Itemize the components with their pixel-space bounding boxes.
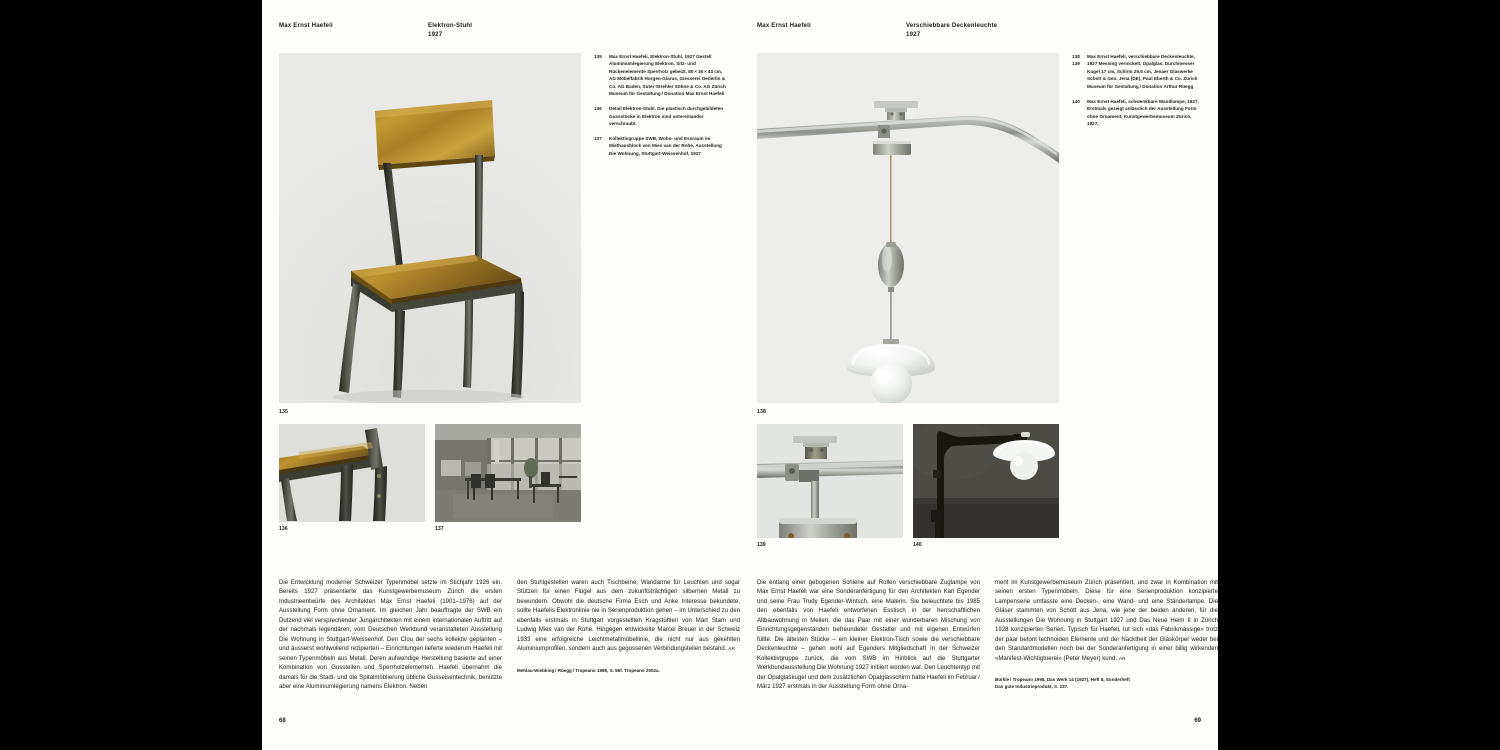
figure-136-number: 136 [279,525,288,532]
right-page [740,0,1218,750]
caption-138-139 [1072,53,1204,90]
interior-photo [435,424,581,522]
left-body-col2-text [517,579,740,655]
chair-detail-illustration [279,424,425,522]
right-running-head-title [906,22,997,40]
left-page [262,0,740,750]
right-hero-fignum: 138 [757,409,766,415]
caption-number-139: 139 [1072,61,1080,67]
figure-140 [913,424,1059,548]
caption-137-text: Kollektivgruppe SWB, Wohn- und Essraum im Miethausblock von Mies van der Rohe, Ausstellung Die Wohnung, Stuttgart-Weissenhof, 1927 [609,135,722,156]
caption-140-number: 140 [1072,98,1080,104]
figure-137-number: 137 [435,525,444,532]
right-citation-line-1: Bürkle / Tropeano 1995. Das Werk 14 (1927), Heft 8, Sonderheft [995,677,1130,683]
left-body-text [279,579,740,692]
figure-137 [435,424,581,532]
wall-lamp-photo [913,424,1059,538]
left-body-col2-initials: AR [728,646,736,652]
caption-number-138: 138 [1072,54,1080,59]
caption-136-number: 136 [594,106,602,112]
left-hero-fignum: 135 [279,409,288,415]
left-body-column-1 [279,579,502,692]
caption-137 [594,135,726,157]
chair-detail-photo [279,424,425,522]
right-citation [995,677,1218,691]
caption-135-text: Max Ernst Haefeli, Elektron-Stuhl, 1927 Gestell Aluminiumlegierung Elektron, Sitz- und Rückenelemente Sperrholz gebeizt, 80 × 36 × 43 cm, AG Möbelfabrik Horgen-Glarus, Giesserei Oederlin & Co. AG Baden, Suter-Strehler Söhne & Co. AG Zürich Museum für Gestaltung / Donation Max Ernst Haefeli [609,54,726,97]
right-running-head-author: Max Ernst Haefeli [757,22,811,29]
right-body-col2-initials: AR [1118,655,1126,661]
figure-140-number: 140 [913,541,922,548]
elektron-chair-photo [279,53,581,403]
right-body-text [757,579,1218,692]
left-page-number: 68 [279,718,286,724]
caption-140 [1072,98,1204,128]
interior-illustration [435,424,581,522]
caption-138-139-text: Max Ernst Haefeli, verschiebbare Deckenleuchte, 1927 Messing vernickelt, Opalglas, Durchmesser Kugel 17 cm, Schirm 29,6 cm, Jenaer Glaswerke Schott & Gen. Jena (DE), Paul Eberth & Co. Zürich Museum für Gestaltung / Donation Arthur Rüegg [1087,54,1198,89]
lamp-illustration [757,53,1059,403]
right-body-column-1 [757,579,980,692]
figure-139 [757,424,903,548]
lamp-carriage-detail-photo [757,424,903,538]
caption-136 [594,105,726,127]
right-body-column-2 [995,579,1218,692]
carriage-detail-illustration [757,424,903,538]
left-running-head-title-text: Elektron-Stuhl [428,22,473,29]
right-running-head-year: 1927 [906,30,921,38]
left-body-col2-main: den Stuhlgestellen waren auch Tischbeine, Wandarme für Leuchten und sogar Stützen für einen Flügel aus dem zukunftsträchtigen silbernen Metall zu bewundern. Obwohl die deutsche Firma Esch und Anke Interesse bekundete, sollte Haefelis Elektronlinie nie in Serienproduktion gehen – im Unterschied zu den ebenfalls erstmals in Stuttgart vorgestellten Kragstühlen von Mart Stam und Ludwig Mies van der Rohe. Hingegen entwickelte Marcel Breuer in der Schweiz 1933 eine erfolgreiche Leichtmetallmöbellinie, die nicht nur aus gekehlten Aluminiumprofilen, sondern auch aus gegossenen Verbindungsteilen bestand. [517,580,740,653]
left-secondary-images [279,424,581,532]
right-body-col1-text: Die entlang einer gebogenen Schiene auf Rollen verschiebbare Zuglampe von Max Ernst Haefeli war eine Sonderanfertigung für den Architekten Karl Egender und seine Frau Trudy Egender-Wintsch, eine Malerin. Sie beleuchtete bis 1985 den ebenfalls von Haefeli entworfenen Esstisch in der herrschaftlichen Altbauwohnung in Meilen, die das Paar mit einer wunderbaren Mischung von Einrichtungsgegenständen befreundeter Gestalter und mit eigenen Entwürfen füllte. Die ältesten Stücke – ein kleiner Elektron-Tisch sowie die verschiebbare Deckenleuchte – gehen wohl auf Egenders Mitgliedschaft in der Schweizer Kollektivgruppe zurück, die vom SWB im Hinblick auf die Stuttgarter Werkbundausstellung Die Wohnung 1927 initiiert worden war. Den Leuchtentyp mit der Opalglaskugel und dem zusätzlichen Opalglasschirm hatte Haefeli im Februar / März 1927 erstmals in der Ausstellung Form ohne Orna- [757,580,980,690]
right-caption-column [1072,53,1204,135]
wall-lamp-illustration [913,424,1059,538]
left-running-head-title [428,22,472,40]
right-citation-line-2: Das gute Industrieprodukt, S. 237. [995,684,1069,690]
caption-135-number: 135 [594,54,602,59]
caption-138-139-numbers [1072,53,1087,90]
left-citation: Mehlau-Wiebking / Rüegg / Tropeano 1989, S. 56f. Tropeano 2002a. [517,667,660,673]
right-body-col2-text [995,579,1218,664]
caption-135 [594,53,726,98]
right-page-number: 69 [1194,718,1201,724]
right-running-head-title-text: Verschiebbare Deckenleuchte [906,22,998,29]
right-body-col2-main: ment im Kunstgewerbemuseum Zürich präsentiert, und zwar in Kombination mit seinen ersten Typenmöbeln. Diese für eine Serienproduktion konzipierte Lampenserie umfasste eine Decken-, eine Wand- und eine Ständerlampe. Die Gläser stammten von Schott aus Jena, wie jene der beiden anderen, für die Ausstellungen Die Wohnung in Stuttgart 1927 und Das Neue Heim II in Zürich 1928 konzipierten Serien. Typisch für Haefeli, tut sich «das Fabrikmässige» trotz der paar betont technoiden Elemente und der Nacktheit der Glaskörper weder bei den Standardmodellen noch bei der Sonderanfertigung in einer billig wirkenden «Manifest-Wichtigtuerei» (Peter Meyer) kund. [995,580,1218,662]
caption-136-text: Detail Elektron-Stuhl. Die plastisch durchgebildeten Gussstücke in Elektron sind untereinander verschraubt. [609,106,724,126]
caption-137-number: 137 [594,135,602,141]
left-caption-column [594,53,726,165]
figure-136 [279,424,425,532]
chair-illustration [279,53,581,403]
left-body-column-2 [517,579,740,692]
left-body-col1-text: Die Entwicklung moderner Schweizer Typenmöbel setzte im Stichjahr 1926 ein. Bereits 1927 präsentierte das Kunstgewerbemuseum Zürich die ersten Industrieentwürfe des Architekten Max Ernst Haefeli (1901–1976) auf der Ausstellung Form ohne Ornament. Im gleichen Jahr beauftragte der SWB ein Dutzend viel versprechender Jungarchitekten mit einem internationalen Auftritt auf der nachmals legendären, vom Deutschen Werkbund veranstalteten Ausstellung Die Wohnung in Stuttgart-Weissenhof. Den Clou der sechs kollektiv geplanten – und äusserst wohlwollend rezipierten – Einrichtungen lieferte wiederum Haefeli mit seinen Typenmöbeln aus Metall. Deren aufwendige Herstellung basierte auf einer Kombination von Gussteilen und Sperrholzelementen. Haefeli übernahm die damals für die Stadt- und die Spitalmöblierung übliche Gusseisentechnik, benützte aber eine Aluminiumlegierung namens Elektron. Neben [279,580,502,690]
left-running-head-author: Max Ernst Haefeli [279,22,333,29]
right-secondary-images [757,424,1059,548]
left-running-head-year: 1927 [428,30,443,38]
caption-140-text: Max Ernst Haefeli, schwenkbare Wandlampe, 1927. Erstmals gezeigt anlässlich der Ausstellung Form ohne Ornament, Kunstgewerbemuseum Zürich, 1927. [1087,98,1199,126]
sliding-ceiling-lamp-photo [757,53,1059,403]
figure-139-number: 139 [757,541,766,548]
